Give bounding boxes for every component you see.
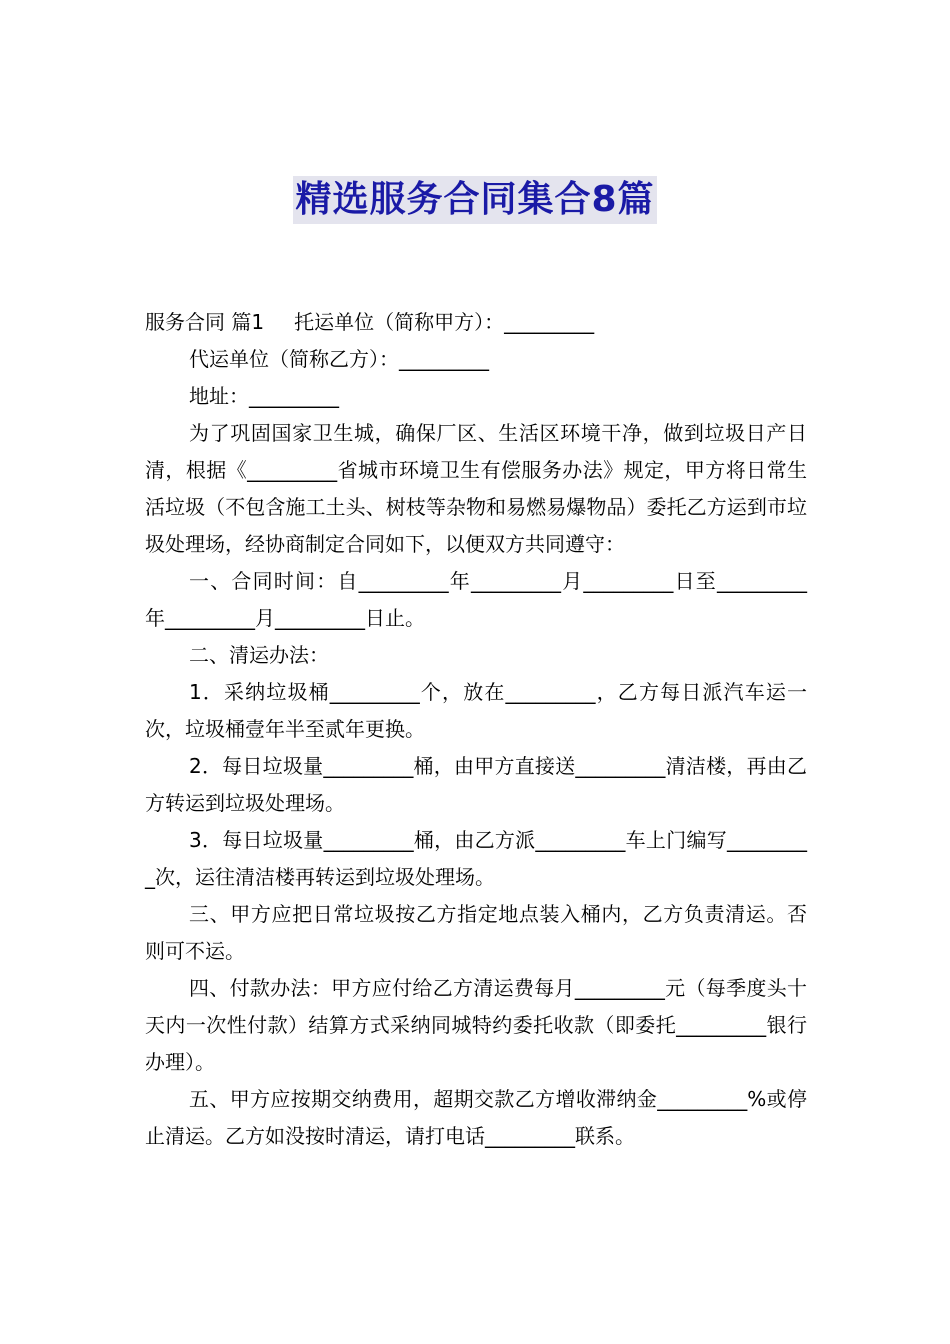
paragraph-consignor: 托运单位（简称甲方）：_________ bbox=[294, 310, 595, 334]
title-container bbox=[0, 176, 950, 224]
paragraph-clause-2: 二、清运办法： bbox=[189, 643, 329, 667]
paragraph-address: 地址：_________ bbox=[189, 384, 339, 408]
paragraph-preamble: 为了巩固国家卫生城，确保厂区、生活区环境干净，做到垃圾日产日清，根据《_________省城市环境卫生有偿服务办法》规定，甲方将日常生活垃圾（不包含施工土头、树枝等杂物和易燃易爆物品）委托乙方运到市垃圾处理场，经协商制定合同如下，以便双方共同遵守： bbox=[145, 421, 807, 556]
section-heading: 服务合同 篇1 bbox=[145, 310, 265, 334]
document-body bbox=[145, 304, 807, 1155]
paragraph-first bbox=[145, 304, 807, 341]
paragraph-clause-4: 四、付款办法：甲方应付给乙方清运费每月_________元（每季度头十天内一次性付款）结算方式采纳同城特约委托收款（即委托_________银行办理）。 bbox=[145, 976, 807, 1074]
paragraph-clause-1: 一、合同时间：自_________年_________月_________日至_________年_________月_________日止。 bbox=[145, 569, 807, 630]
paragraph-clause-5: 五、甲方应按期交纳费用，超期交款乙方增收滞纳金_________%或停止清运。乙方如没按时清运，请打电话_________联系。 bbox=[145, 1087, 807, 1148]
document-title: 精选服务合同集合8篇 bbox=[293, 176, 656, 224]
paragraph-clause-2-1: 1．采纳垃圾桶_________个，放在_________，乙方每日派汽车运一次，垃圾桶壹年半至贰年更换。 bbox=[145, 680, 807, 741]
paragraph-carrier: 代运单位（简称乙方）：_________ bbox=[189, 347, 489, 371]
paragraph-clause-3: 三、甲方应把日常垃圾按乙方指定地点装入桶内，乙方负责清运。否则可不运。 bbox=[145, 902, 807, 963]
paragraph-clause-2-2: 2．每日垃圾量_________桶，由甲方直接送_________清洁楼，再由乙方转运到垃圾处理场。 bbox=[145, 754, 807, 815]
paragraph-clause-2-3: 3．每日垃圾量_________桶，由乙方派_________车上门编写_________次，运往清洁楼再转运到垃圾处理场。 bbox=[145, 828, 807, 889]
